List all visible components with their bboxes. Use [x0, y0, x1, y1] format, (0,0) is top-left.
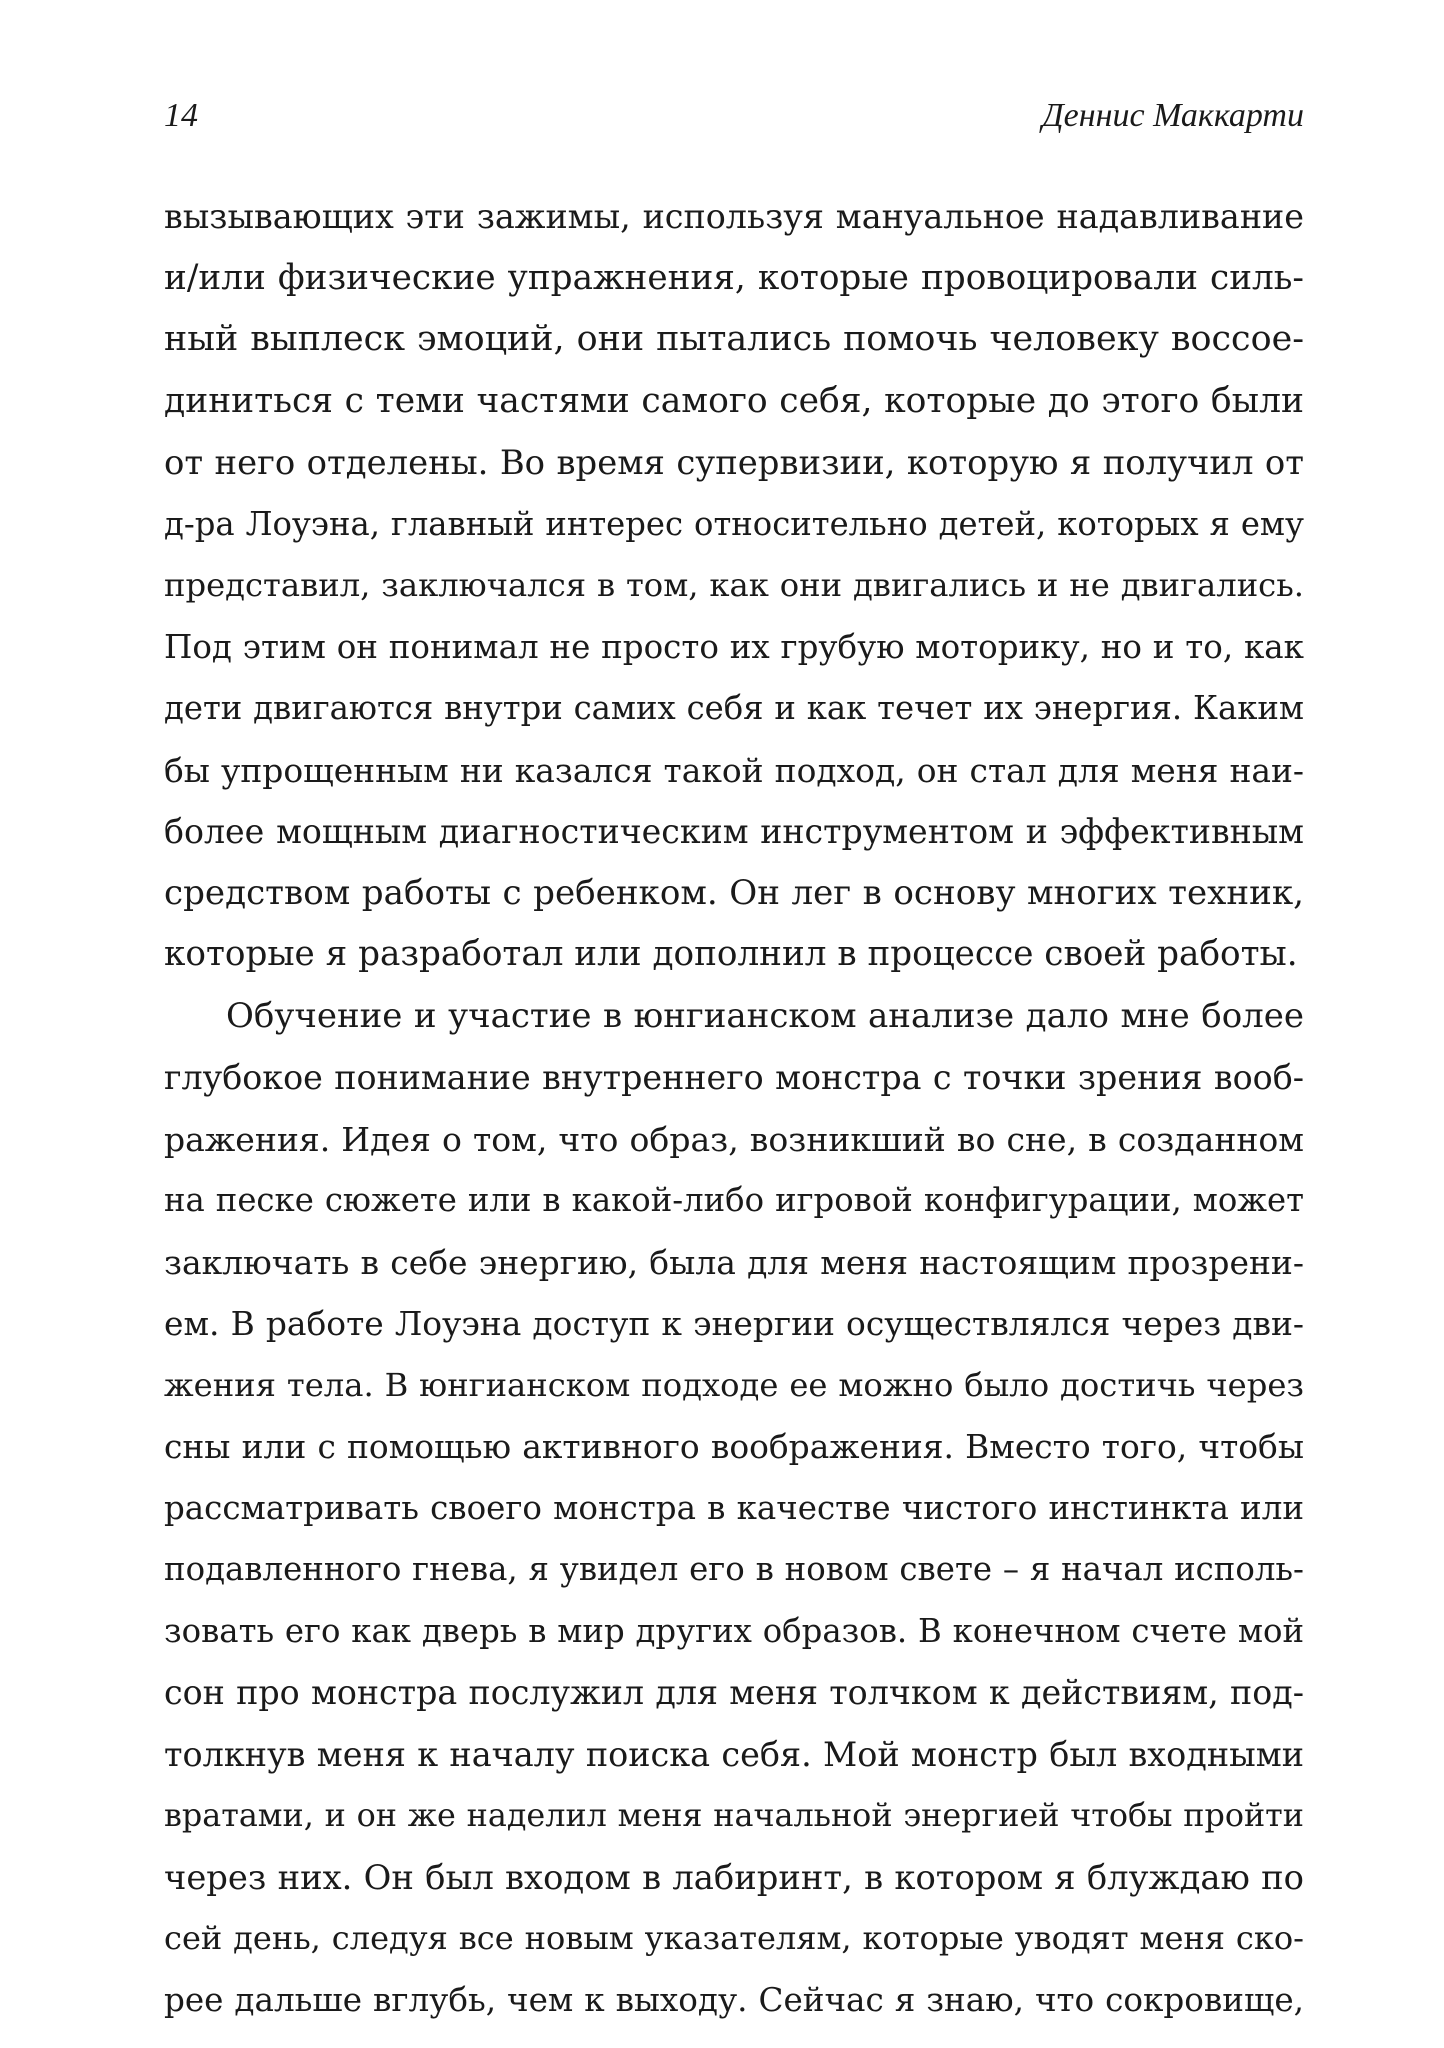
- text-line: ражения. Идея о том, что образ, возникший во сне, в созданном: [164, 1119, 1304, 1159]
- text-line: подавленного гнева, я увидел его в новом свете – я начал исполь-: [164, 1550, 1304, 1588]
- body-text: [164, 186, 1304, 2031]
- text-line: через них. Он был входом в лабиринт, в котором я блуждаю по: [164, 1857, 1304, 1897]
- paragraph-start-line: Обучение и участие в юнгианском анализе дало мне более: [226, 995, 1304, 1036]
- text-line: ем. В работе Лоуэна доступ к энергии осуществлялся через дви-: [164, 1304, 1304, 1343]
- text-line: более мощным диагностическим инструментом и эффективным: [164, 812, 1304, 851]
- text-line: на песке сюжете или в какой-либо игровой конфигурации, может: [164, 1181, 1304, 1219]
- paragraph-end-line: которые я разработал или дополнил в процессе своей работы.: [164, 934, 1298, 974]
- text-line: жения тела. В юнгианском подходе ее можно было достичь через: [164, 1365, 1304, 1404]
- text-line: толкнув меня к началу поиска себя. Мой монстр был входными: [164, 1734, 1304, 1774]
- text-line: глубокое понимание внутреннего монстра с точки зрения вооб-: [164, 1058, 1304, 1097]
- text-line: бы упрощенным ни казался такой подход, он стал для меня наи-: [164, 750, 1304, 790]
- text-line: средством работы с ребенком. Он лег в основу многих техник,: [164, 872, 1304, 913]
- text-line: сны или с помощью активного воображения. Вместо того, чтобы: [164, 1427, 1304, 1466]
- text-line: сей день, следуя все новым указателям, которые уводят меня ско-: [164, 1919, 1304, 1957]
- text-line: заключать в себе энергию, была для меня настоящим прозрени-: [164, 1242, 1304, 1282]
- text-line: дети двигаются внутри самих себя и как течет их энергия. Каким: [164, 689, 1304, 727]
- text-line: вызывающих эти зажимы, используя мануальное надавливание: [164, 197, 1304, 236]
- text-line: Под этим он понимал не просто их грубую моторику, но и то, как: [164, 627, 1304, 666]
- text-line: зовать его как дверь в мир других образов. В конечном счете мой: [164, 1611, 1304, 1650]
- page-header: [164, 88, 1304, 144]
- text-line: ный выплеск эмоций, они пытались помочь человеку воссое-: [164, 319, 1304, 359]
- text-line: вратами, и он же наделил меня начальной энергией чтобы пройти: [164, 1796, 1304, 1834]
- text-line: представил, заключался в том, как они двигались и не двигались.: [164, 566, 1304, 604]
- text-line: от него отделены. Во время супервизии, которую я получил от: [164, 443, 1304, 482]
- page-number: 14: [164, 97, 198, 134]
- text-line: д-ра Лоуэна, главный интерес относительно детей, которых я ему: [164, 504, 1304, 543]
- text-line: диниться с теми частями самого себя, которые до этого были: [164, 380, 1304, 421]
- text-line: и/или физические упражнения, которые провоцировали силь-: [164, 257, 1304, 298]
- text-line: сон про монстра послужил для меня толчком к действиям, под-: [164, 1673, 1304, 1712]
- running-head-author: Деннис Маккарти: [1042, 97, 1304, 134]
- text-line: рее дальше вглубь, чем к выходу. Сейчас я знаю, что сокровище,: [164, 1980, 1304, 2019]
- text-line: рассматривать своего монстра в качестве чистого инстинкта или: [164, 1488, 1304, 1527]
